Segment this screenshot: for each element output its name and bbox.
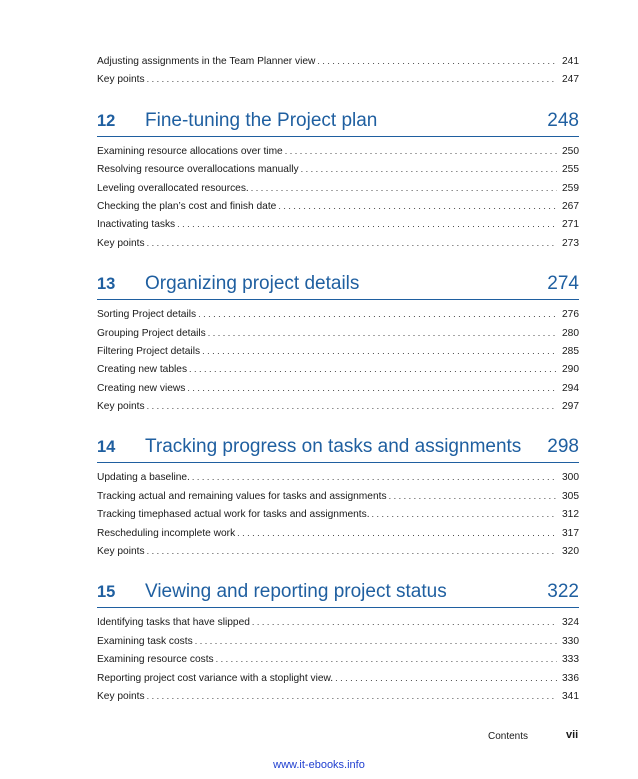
- chapter-heading[interactable]: [97, 110, 579, 137]
- toc-entry[interactable]: [97, 687, 579, 705]
- toc-entry[interactable]: [97, 397, 579, 415]
- toc-entry-page: 280: [557, 325, 579, 342]
- chapter-number: 12: [97, 111, 116, 130]
- toc-entry-title: Key points: [97, 398, 147, 415]
- chapter-page: 274: [547, 273, 579, 295]
- toc-entry[interactable]: [97, 70, 579, 88]
- toc-entry[interactable]: [97, 160, 579, 178]
- toc-entry-title: Key points: [97, 543, 147, 560]
- toc-leader-dots: [147, 397, 557, 415]
- toc-entry[interactable]: [97, 142, 579, 160]
- toc-entry-page: 294: [557, 380, 579, 397]
- toc-leader-dots: [147, 234, 557, 252]
- toc-entry[interactable]: [97, 52, 579, 70]
- toc-entry-title: Key points: [97, 688, 147, 705]
- chapter-heading[interactable]: [97, 436, 579, 463]
- toc-chapter-14: [97, 436, 579, 560]
- toc-entry-title: Resolving resource overallocations manually: [97, 161, 301, 178]
- chapter-title: Viewing and reporting project status: [145, 581, 447, 603]
- toc-entry-page: 259: [557, 180, 579, 197]
- toc-leader-dots: [372, 505, 557, 523]
- toc-entry[interactable]: [97, 487, 579, 505]
- toc-leader-dots: [389, 487, 557, 505]
- toc-entry-title: Reporting project cost variance with a stoplight view.: [97, 670, 335, 687]
- toc-leader-dots: [192, 468, 557, 486]
- toc-entry[interactable]: [97, 542, 579, 560]
- toc-entry-title: Inactivating tasks: [97, 216, 177, 233]
- toc-entry[interactable]: [97, 305, 579, 323]
- toc-entry-page: 271: [557, 216, 579, 233]
- toc-entry-title: Key points: [97, 71, 147, 88]
- toc-entry-title: Sorting Project details: [97, 306, 198, 323]
- toc-entry-page: 250: [557, 143, 579, 160]
- toc-entry-page: 267: [557, 198, 579, 215]
- chapter-number: 14: [97, 438, 116, 457]
- footer-contents-label: Contents: [488, 731, 529, 742]
- toc-leader-dots: [251, 179, 557, 197]
- toc-entry-page: 341: [557, 688, 579, 705]
- toc-entry-page: 241: [557, 53, 579, 70]
- chapter-title: Tracking progress on tasks and assignments: [145, 436, 522, 458]
- toc-leader-dots: [195, 632, 557, 650]
- toc-entry-page: 255: [557, 161, 579, 178]
- chapter-page: 298: [547, 436, 579, 458]
- chapter-page: 322: [547, 581, 579, 603]
- toc-entry-title: Checking the plan’s cost and finish date: [97, 198, 278, 215]
- chapter-number: 13: [97, 275, 116, 294]
- toc-entry-title: Creating new views: [97, 380, 187, 397]
- toc-entry-page: 276: [557, 306, 579, 323]
- toc-entry[interactable]: [97, 324, 579, 342]
- toc-entry[interactable]: [97, 179, 579, 197]
- toc-entry[interactable]: [97, 360, 579, 378]
- toc-entry-page: 320: [557, 543, 579, 560]
- toc-leader-dots: [252, 613, 557, 631]
- toc-leader-dots: [278, 197, 557, 215]
- toc-entry-title: Rescheduling incomplete work: [97, 525, 237, 542]
- toc-entry-title: Updating a baseline.: [97, 469, 192, 486]
- toc-entry-page: 330: [557, 633, 579, 650]
- toc-entry-title: Adjusting assignments in the Team Planner view: [97, 53, 317, 70]
- toc-entry-title: Tracking timephased actual work for tasks and assignments.: [97, 506, 372, 523]
- chapter-heading[interactable]: [97, 273, 579, 300]
- toc-entry-page: 305: [557, 488, 579, 505]
- toc-entry[interactable]: [97, 342, 579, 360]
- toc-entry[interactable]: [97, 505, 579, 523]
- toc-entry-page: 333: [557, 651, 579, 668]
- toc-entry-title: Grouping Project details: [97, 325, 208, 342]
- toc-entry[interactable]: [97, 234, 579, 252]
- chapter-title: Fine-tuning the Project plan: [145, 109, 378, 131]
- toc-leader-dots: [147, 687, 557, 705]
- chapter-page: 248: [547, 109, 579, 131]
- toc-entry-title: Examining resource costs: [97, 651, 216, 668]
- toc-leader-dots: [189, 360, 557, 378]
- toc-entry[interactable]: [97, 197, 579, 215]
- toc-leader-dots: [147, 542, 557, 560]
- footer-page-numeral: vii: [566, 729, 579, 741]
- toc-entry[interactable]: [97, 524, 579, 542]
- toc-entry-page: 300: [557, 469, 579, 486]
- toc-leader-dots: [237, 524, 557, 542]
- toc-leader-dots: [317, 52, 557, 70]
- toc-leader-dots: [187, 379, 557, 397]
- toc-entry[interactable]: [97, 468, 579, 486]
- toc-entry[interactable]: [97, 379, 579, 397]
- toc-leader-dots: [177, 215, 557, 233]
- toc-entry-title: Leveling overallocated resources.: [97, 180, 251, 197]
- toc-entry-page: 336: [557, 670, 579, 687]
- toc-entry-page: 290: [557, 361, 579, 378]
- toc-leader-dots: [208, 324, 557, 342]
- toc-leader-dots: [216, 650, 557, 668]
- toc-chapter-13: [97, 273, 579, 415]
- toc-leader-dots: [301, 160, 557, 178]
- toc-entry[interactable]: [97, 632, 579, 650]
- toc-entry-page: 312: [557, 506, 579, 523]
- toc-entry-page: 273: [557, 235, 579, 252]
- footer-website-link[interactable]: www.it-ebooks.info: [273, 759, 365, 771]
- toc-chapter-12: [97, 110, 579, 252]
- toc-intro-block: [97, 52, 579, 89]
- chapter-title: Organizing project details: [145, 273, 360, 295]
- toc-entry-title: Creating new tables: [97, 361, 189, 378]
- toc-entry-title: Examining resource allocations over time: [97, 143, 285, 160]
- toc-leader-dots: [335, 669, 557, 687]
- chapter-heading[interactable]: [97, 581, 579, 608]
- toc-entry-page: 247: [557, 71, 579, 88]
- toc-entry[interactable]: [97, 650, 579, 668]
- toc-entry-page: 285: [557, 343, 579, 360]
- toc-entry[interactable]: [97, 613, 579, 631]
- toc-leader-dots: [202, 342, 557, 360]
- toc-entry[interactable]: [97, 669, 579, 687]
- toc-entry-page: 324: [557, 614, 579, 631]
- toc-page: [97, 52, 579, 705]
- toc-entry-title: Key points: [97, 235, 147, 252]
- chapter-number: 15: [97, 583, 116, 602]
- toc-entry-title: Identifying tasks that have slipped: [97, 614, 252, 631]
- toc-leader-dots: [147, 70, 557, 88]
- toc-entry-page: 297: [557, 398, 579, 415]
- toc-entry[interactable]: [97, 215, 579, 233]
- toc-entry-title: Tracking actual and remaining values for tasks and assignments: [97, 488, 389, 505]
- toc-leader-dots: [198, 305, 557, 323]
- toc-entry-title: Filtering Project details: [97, 343, 202, 360]
- toc-entry-title: Examining task costs: [97, 633, 195, 650]
- toc-leader-dots: [285, 142, 557, 160]
- toc-entry-page: 317: [557, 525, 579, 542]
- toc-chapter-15: [97, 581, 579, 705]
